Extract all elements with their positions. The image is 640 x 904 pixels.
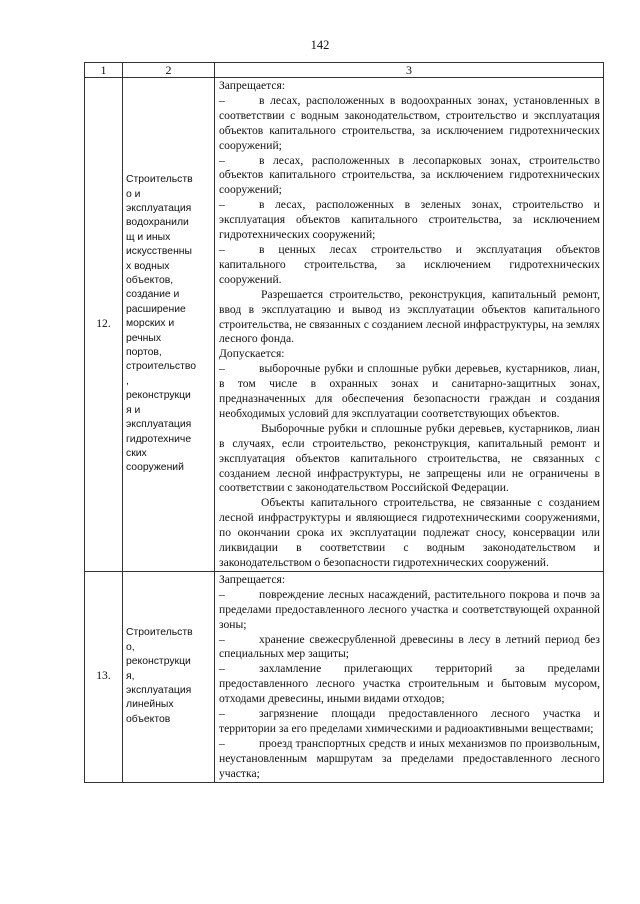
bullet-paragraph: – в лесах, расположенных в лесопарковых зонах, строительство объектов капитального строительства, за исключением гидротехнических сооружений; bbox=[219, 153, 600, 197]
restrictions-text bbox=[215, 78, 604, 572]
activity-name-line: эксплуатация bbox=[126, 203, 192, 214]
activity-name-line: создание и bbox=[126, 289, 180, 301]
activity-name-line: Строительств bbox=[126, 174, 193, 186]
dash-bullet: – bbox=[219, 242, 225, 256]
dash-bullet: – bbox=[219, 198, 225, 212]
activity-name-line: реконструкци bbox=[126, 656, 191, 668]
activity-name-line: Строительств bbox=[126, 627, 193, 639]
dash-bullet: – bbox=[219, 153, 225, 167]
dash-bullet: – bbox=[219, 707, 225, 721]
heading-paragraph: Допускается: bbox=[219, 347, 285, 361]
header-col-2: 2 bbox=[123, 63, 215, 78]
table-row bbox=[85, 571, 604, 782]
row-number: 12. bbox=[85, 78, 123, 572]
activity-name-line: о, bbox=[126, 641, 135, 653]
indented-paragraph: Объекты капитального строительства, не связанные с созданием лесной инфраструктуры и являющиеся гидротехническими сооружениями, по окончании срока их эксплуатации подлежат сносу, консервации или ликвидации в соответствии с водным законодательством и законодательством о безопасности гидротехнических сооружений. bbox=[219, 496, 600, 569]
activity-name-line: портов, bbox=[126, 347, 162, 359]
restrictions-text bbox=[215, 571, 604, 782]
heading-paragraph: Запрещается: bbox=[219, 79, 286, 92]
bullet-paragraph: – хранение свежесрубленной древесины в лесу в летний период без специальных мер защиты; bbox=[219, 632, 600, 661]
activity-name-line: морских и bbox=[126, 318, 175, 330]
page-number: 142 bbox=[310, 38, 330, 52]
activity-name-line: эксплуатация bbox=[126, 419, 192, 431]
bullet-paragraph: – в лесах, расположенных в водоохранных зонах, установленных в соответствии с водным законодательством, строительство и эксплуатация объектов капитального строительства, за исключением гидротехнических сооружений; bbox=[219, 93, 600, 152]
dash-bullet: – bbox=[219, 736, 225, 750]
dash-bullet: – bbox=[219, 587, 225, 601]
activity-name-line: искусственны bbox=[126, 246, 193, 258]
activity-name-line: ских bbox=[126, 447, 147, 459]
activity-name bbox=[123, 571, 215, 782]
regulations-table bbox=[84, 62, 604, 783]
activity-name-line: линейных bbox=[126, 699, 174, 711]
bullet-paragraph: – загрязнение площади предоставленного лесного участка и территории за его пределами химическими и радиоактивными веществами; bbox=[219, 707, 600, 735]
header-col-3: 3 bbox=[215, 63, 604, 78]
dash-bullet: – bbox=[219, 93, 225, 107]
activity-name-line: я и bbox=[126, 404, 141, 416]
bullet-paragraph: – захламление прилегающих территорий за пределами предоставленного лесного участка строительным и бытовым мусором, отходами древесины, иными видами отходов; bbox=[219, 662, 600, 706]
activity-name bbox=[123, 78, 215, 572]
activity-name-line: строительство bbox=[126, 361, 197, 373]
bullet-paragraph: – проезд транспортных средств и иных механизмов по произвольным, неустановленным маршрутам за пределами предоставленного лесного участка; bbox=[219, 736, 600, 780]
dash-bullet: – bbox=[219, 662, 225, 676]
activity-name-line: гидротехниче bbox=[126, 433, 192, 445]
activity-name-line: водохранили bbox=[126, 217, 189, 229]
bullet-paragraph: – в лесах, расположенных в зеленых зонах, строительство и эксплуатация объектов капитального строительства, за исключением гидротехнических сооружений; bbox=[219, 198, 600, 242]
activity-name-line: объектов bbox=[126, 713, 171, 725]
activity-name-line: речных bbox=[126, 332, 162, 344]
activity-name-line: эксплуатация bbox=[126, 684, 192, 696]
indented-paragraph: Разрешается строительство, реконструкция, капитальный ремонт, ввод в эксплуатацию и вывод из эксплуатации объектов капитального строительства, не связанных с созданием лесной инфраструктуры, на землях лесного фонда. bbox=[219, 287, 600, 346]
activity-name-line: я, bbox=[126, 670, 135, 682]
activity-name-line: реконструкци bbox=[126, 390, 191, 402]
bullet-paragraph: – выборочные рубки и сплошные рубки деревьев, кустарников, лиан, в том числе в охранных зонах и санитарно-защитных зонах, предназначенных для обеспечения безопасности граждан и создания необходимых условий для эксплуатации соответствующих объектов. bbox=[219, 362, 600, 420]
activity-name-line: , bbox=[126, 375, 129, 387]
indented-paragraph: Выборочные рубки и сплошные рубки деревьев, кустарников, лиан в случаях, если строительство, реконструкция, капитальный ремонт и эксплуатация объектов капитального строительства, не связанных с созданием лесной инфраструктуры, не запрещены или не ограничены в соответствии с законодательством Российской Федерации. bbox=[219, 421, 600, 495]
header-col-1: 1 bbox=[85, 63, 123, 78]
bullet-paragraph: – повреждение лесных насаждений, растительного покрова и почв за пределами предоставленного лесного участка и соответствующей охранной зоны; bbox=[219, 587, 600, 631]
activity-name-line: расширение bbox=[126, 303, 186, 315]
heading-paragraph: Запрещается: bbox=[219, 572, 286, 586]
table-header-row bbox=[85, 63, 604, 78]
activity-name-line: сооружений bbox=[126, 462, 184, 474]
activity-name-line: х водных bbox=[126, 260, 170, 272]
activity-name-line: щ и иных bbox=[126, 231, 171, 243]
bullet-paragraph: – в ценных лесах строительство и эксплуатация объектов капитального строительства, за исключением гидротехнических сооружений. bbox=[219, 242, 600, 286]
activity-name-line: объектов, bbox=[126, 275, 174, 287]
table-row bbox=[85, 78, 604, 572]
activity-name-line: о и bbox=[126, 188, 141, 200]
dash-bullet: – bbox=[219, 632, 225, 646]
row-number: 13. bbox=[85, 571, 123, 782]
dash-bullet: – bbox=[219, 362, 225, 376]
